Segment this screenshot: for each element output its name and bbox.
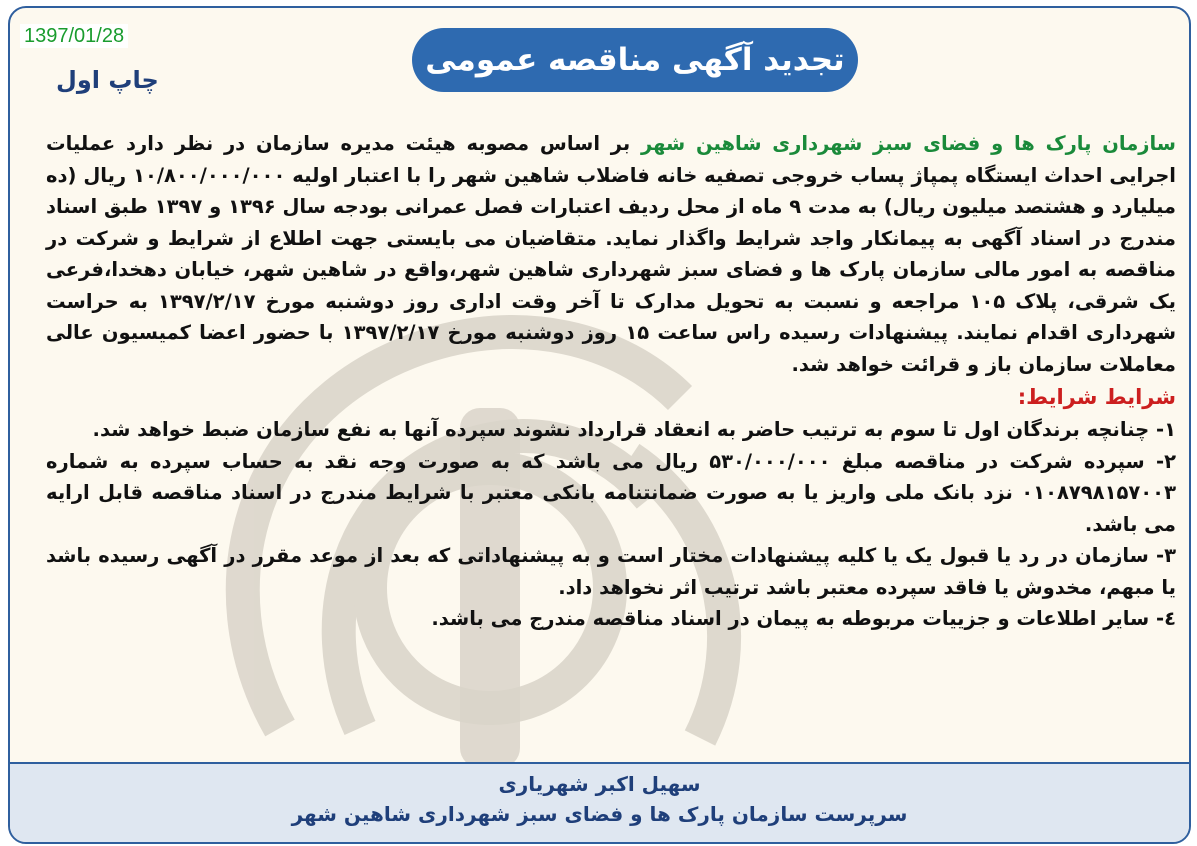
condition-item: ۱- چنانچه برندگان اول تا سوم به ترتیب حاضر به انعقاد قرارداد نشوند سپرده آنها به نفع سازمان ضبط خواهد شد. bbox=[92, 418, 1176, 441]
intro-text: بر اساس مصوبه هیئت مدیره سازمان در نظر دارد عملیات اجرایی احداث ایستگاه پمپاژ پساب خروجی تصفیه خانه فاضلاب شاهین شهر را با اعتبار اولیه ۱۰/۸۰۰/۰۰۰/۰۰۰ ریال (ده میلیارد و هشتصد میلیون ریال) به مدت ۹ ماه از محل ردیف اعتبارات فصل عمرانی بودجه سال ۱۳۹۶ و ۱۳۹۷ طبق اسناد مندرج در اسناد آگهی به پیمانکار واجد شرایط واگذار نماید. متقاضیان می بایستی جهت اطلاع از شرایط و شرکت در مناقصه به امور مالی سازمان پارک ها و فضای سبز شهرداری شاهین شهر،واقع در شاهین شهر، خیابان دهخدا،فرعی یک شرقی، پلاک ۱۰۵ مراجعه و نسبت به تحویل مدارک تا آخر وقت اداری روز دوشنبه مورخ ۱۳۹۷/۲/۱۷ به حراست شهرداری اقدام نمایند. پیشنهادات رسیده راس ساعت ۱۵ روز دوشنبه مورخ ۱۳۹۷/۲/۱۷ با حضور اعضا کمیسیون عالی معاملات سازمان باز و قرائت خواهد شد. bbox=[46, 132, 1177, 376]
condition-item: ٤- سایر اطلاعات و جزییات مربوطه به پیمان در اسناد مناقصه مندرج می باشد. bbox=[431, 607, 1176, 630]
organization-name: سازمان پارک ها و فضای سبز شهرداری شاهین شهر bbox=[641, 132, 1176, 155]
intro-paragraph bbox=[46, 128, 1176, 380]
condition-item: ۲- سپرده شرکت در مناقصه مبلغ ۵۳۰/۰۰۰/۰۰۰ ریال می باشد که به صورت وجه نقد به حساب سپرده به شماره ۰۱۰۸۷۹۸۱۵۷۰۰۳ نزد بانک ملی واریز یا به صورت ضمانتنامه بانکی معتبر با شرایط مندرج در اسناد مناقصه قابل ارایه می باشد. bbox=[46, 449, 1176, 536]
advertisement-frame bbox=[8, 6, 1191, 844]
signer-name: سهیل اکبر شهریاری bbox=[498, 772, 701, 796]
date-stamp: 1397/01/28 bbox=[20, 24, 128, 48]
advertisement-body bbox=[46, 128, 1176, 635]
signature-footer bbox=[10, 762, 1189, 842]
page-title: تجدید آگهی مناقصه عمومی bbox=[425, 42, 845, 78]
signer-title: سرپرست سازمان پارک ها و فضای سبز شهرداری شاهین شهر bbox=[291, 802, 908, 826]
condition-item: ۳- سازمان در رد یا قبول یک یا کلیه پیشنهادات مختار است و به پیشنهاداتی که بعد از موعد مقرر در آگهی رسیده باشد یا مبهم، مخدوش یا فاقد سپرده معتبر باشد ترتیب اثر نخواهد داد. bbox=[46, 544, 1176, 599]
conditions-heading: شرایط شرایط: bbox=[1017, 385, 1176, 409]
print-label: چاپ اول bbox=[56, 66, 159, 94]
title-banner bbox=[412, 28, 858, 92]
